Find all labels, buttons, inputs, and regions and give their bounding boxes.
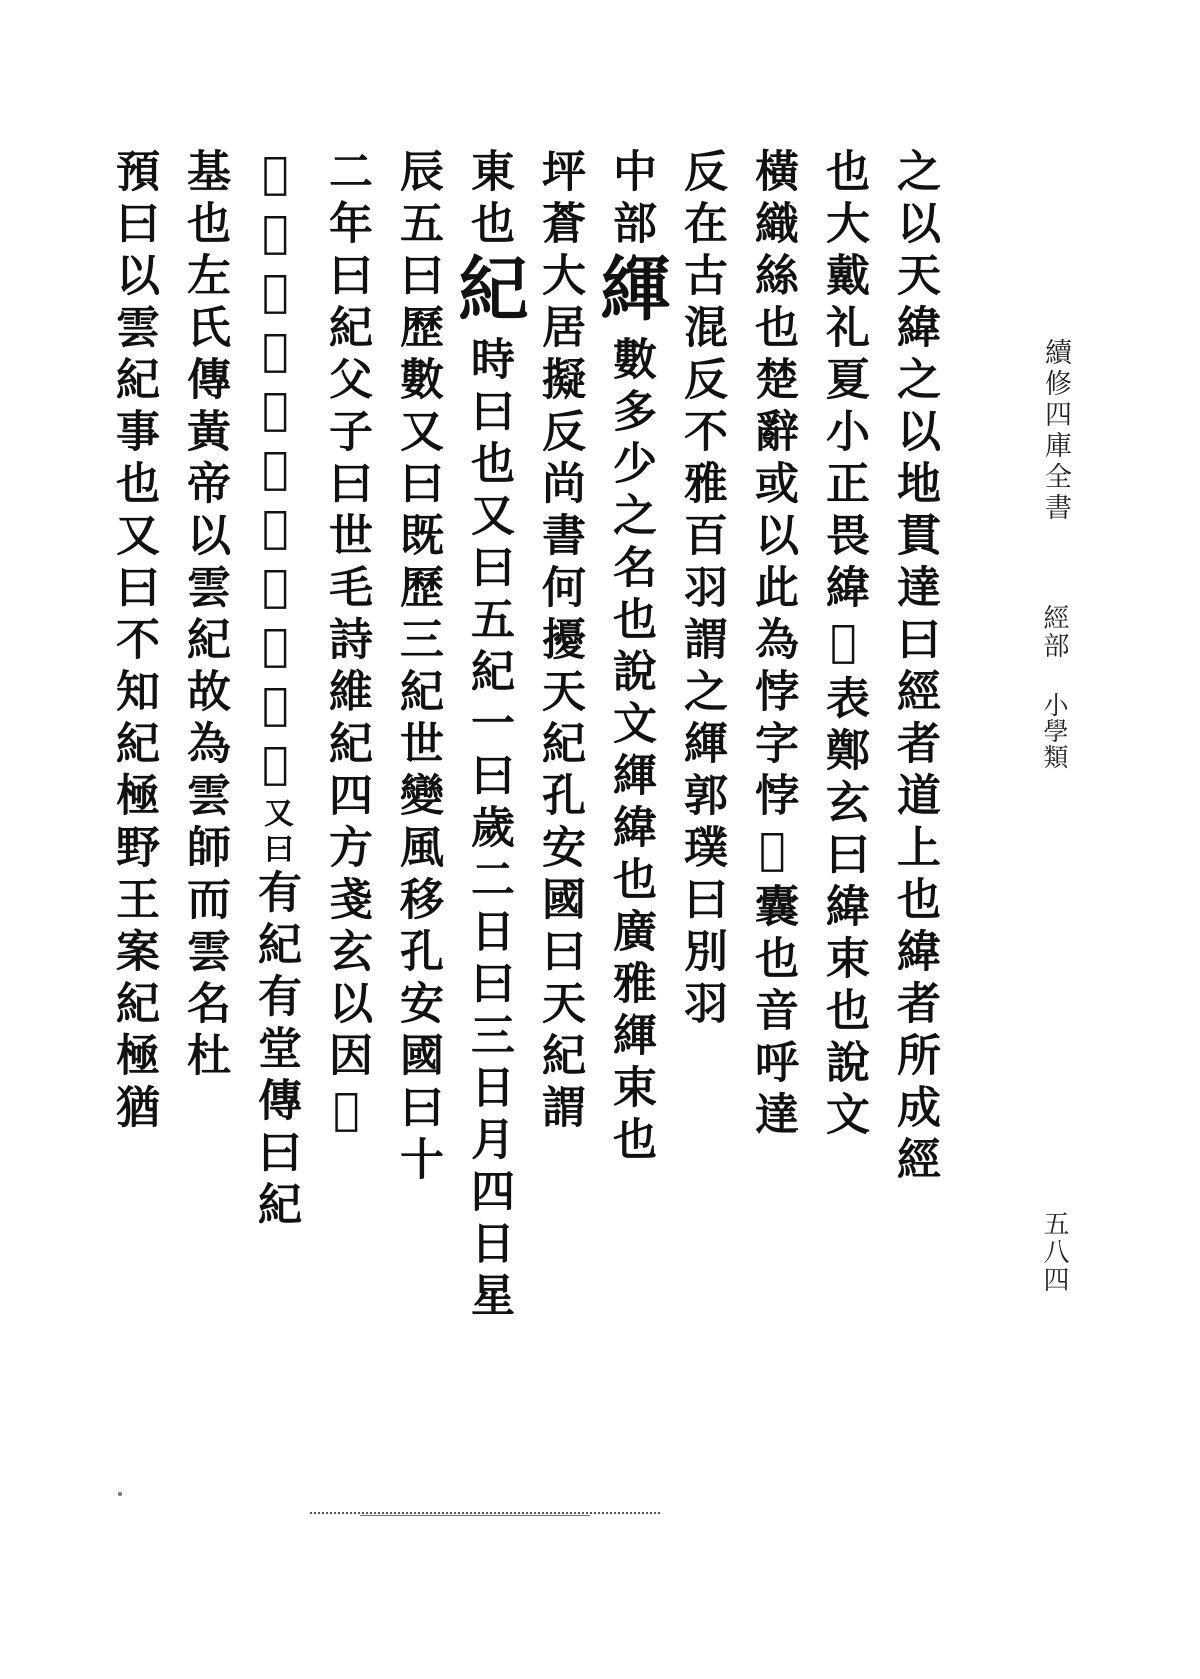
column-text-tail: 時曰也又曰五紀一曰歲二日曰三日月四日星 [463, 336, 514, 1324]
text-column-3 [737, 148, 808, 1473]
column-text-tail: 有紀有堂傳曰紀 [250, 869, 301, 1233]
category-title: 小學類 [1040, 692, 1069, 770]
column-text: 坪蒼大 [534, 148, 585, 304]
column-text: 二年曰紀父子曰世毛詩維紀四方戔玄以因𦊰 [321, 148, 372, 1143]
column-text: 也大戴礼夏小正畏緯𦊰表鄭玄曰緯束也說文 [818, 148, 869, 1143]
column-text: 橫織絲也楚辭或以此為悖字悖𦊰囊也音呼達 [747, 148, 798, 1143]
text-column-11 [169, 148, 240, 1473]
column-text: 之以天緯之以地貫達曰經者道上也緯者所成經 [889, 148, 940, 1188]
column-text: 預曰以雲紀事也又曰不知紀極野王案紀極猶 [108, 148, 159, 1136]
column-text-tail: 數多少之名也說文緷緯也廣雅緷束也 [605, 336, 656, 1168]
column-text: 反在 [676, 148, 727, 252]
column-text-tail: 居擬反尚書何擾天紀孔安國曰天紀謂 [534, 304, 585, 1136]
interlinear-note: 又曰 [258, 797, 293, 869]
column-text: 𡘜為政張之謂維理之為紀 [250, 148, 301, 797]
margin-speck [118, 1492, 122, 1496]
text-column-4 [666, 148, 737, 1473]
column-text: 中部 [605, 148, 656, 252]
text-column-6 [524, 148, 595, 1473]
headword-character: 緷 [589, 252, 672, 336]
column-text: 東也 [463, 148, 514, 252]
bottom-dotted-rule [310, 1512, 660, 1514]
text-body [98, 148, 950, 1473]
text-column-2 [808, 148, 879, 1473]
column-text: 辰五曰歷數又曰既歷三紀世變風移孔安國曰十 [392, 148, 443, 1188]
column-text-tail: 古混反不雅百羽謂之緷郭璞曰別羽 [676, 252, 727, 1032]
text-column-8 [382, 148, 453, 1473]
bottom-rule-line [360, 1515, 590, 1516]
text-column-7 [447, 148, 530, 1473]
text-column-12 [98, 148, 169, 1473]
text-column-5 [589, 148, 672, 1473]
page-number: 五八四 [1039, 1210, 1069, 1294]
section-title: 經部 [1039, 604, 1069, 660]
text-column-10 [240, 148, 311, 1473]
headword-character: 紀 [447, 252, 530, 336]
column-text: 基也左氏傳黃帝以雲紀故為雲師而雲名杜 [179, 148, 230, 1084]
text-column-9 [311, 148, 382, 1473]
text-column-1 [879, 148, 950, 1473]
series-title: 續修四庫全書 [1040, 338, 1071, 524]
